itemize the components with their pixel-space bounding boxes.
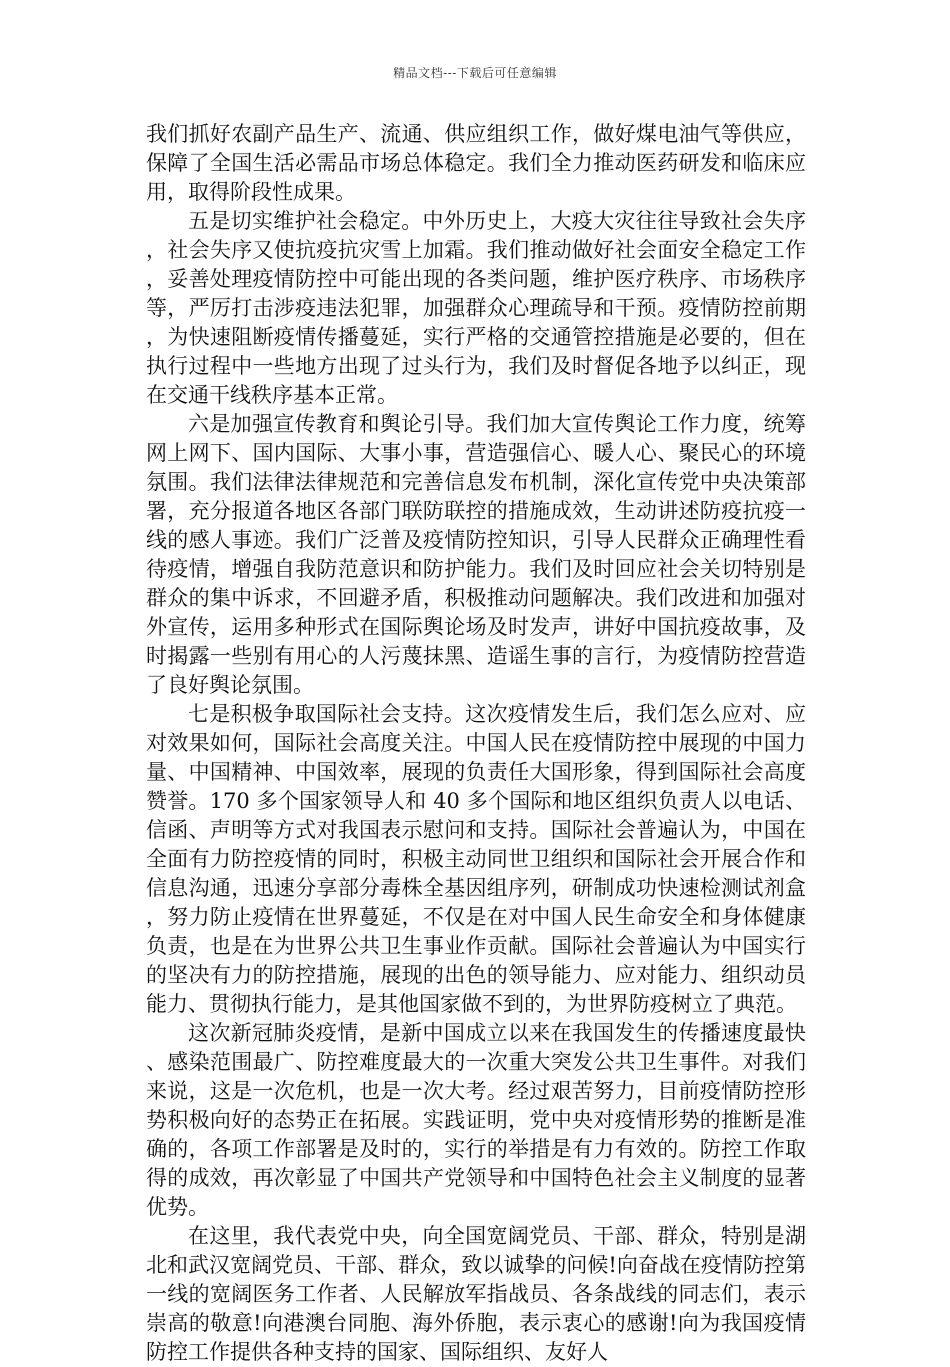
paragraph-social-stability: 五是切实维护社会稳定。中外历史上，大疫大灾往往导致社会失序，社会失序又使抗疫抗灾雪上加霜。我们推动做好社会面安全稳定工作，妥善处理疫情防控中可能出现的各类问题，维护医疗秩序、市场秩序等，严厉打击涉疫违法犯罪，加强群众心理疏导和干预。疫情防控前期，为快速阻断疫情传播蔓延，实行严格的交通管控措施是必要的，但在执行过程中一些地方出现了过头行为，我们及时督促各地予以纠正，现在交通干线秩序基本正常。 [146, 209, 806, 407]
paragraph-publicity-education: 六是加强宣传教育和舆论引导。我们加大宣传舆论工作力度，统筹网上网下、国内国际、大事小事，营造强信心、暖人心、聚民心的环境氛围。我们法律法律规范和完善信息发布机制，深化宣传党中央决策部署，充分报道各地区各部门联防联控的措施成效，生动讲述防疫抗疫一线的感人事迹。我们广泛普及疫情防控知识，引导人民群众正确理性看待疫情，增强自我防范意识和防护能力。我们及时回应社会关切特别是群众的集中诉求，不回避矛盾，积极推动问题解决。我们改进和加强对外宣传，运用多种形式在国际舆论场及时发声，讲好中国抗疫故事，及时揭露一些别有用心的人污蔑抹黑、造谣生事的言行，为疫情防控营造了良好舆论氛围。 [146, 412, 806, 697]
paragraph-international-support: 七是积极争取国际社会支持。这次疫情发生后，我们怎么应对、应对效果如何，国际社会高度关注。中国人民在疫情防控中展现的中国力量、中国精神、中国效率，展现的负责任大国形象，得到国际社会高度赞誉。170 多个国家领导人和 40 多个国际和地区组织负责人以电话、信函、声明等方式对我国表示慰问和支持。国际社会普遍认为，中国在全面有力防控疫情的同时，积极主动同世卫组织和国际社会开展合作和信息沟通，迅速分享部分毒株全基因组序列，研制成功快速检测试剂盒，努力防止疫情在世界蔓延，不仅是在对中国人民生命安全和身体健康负责，也是在为世界公共卫生事业作贡献。国际社会普遍认为中国实行的坚决有力的防控措施，展现的出色的领导能力、应对能力、组织动员能力、贯彻执行能力，是其他国家做不到的，为世界防疫树立了典范。 [146, 702, 806, 1016]
document-body [146, 120, 806, 1367]
paragraph-epidemic-summary: 这次新冠肺炎疫情，是新中国成立以来在我国发生的传播速度最快、感染范围最广、防控难度最大的一次重大突发公共卫生事件。对我们来说，这是一次危机，也是一次大考。经过艰苦努力，目前疫情防控形势积极向好的态势正在拓展。实践证明，党中央对疫情形势的推断是准确的，各项工作部署是及时的，实行的举措是有力有效的。防控工作取得的成效，再次彰显了中国共产党领导和中国特色社会主义制度的显著优势。 [146, 1021, 806, 1219]
paragraph-gratitude: 在这里，我代表党中央，向全国宽阔党员、干部、群众，特别是湖北和武汉宽阔党员、干部、群众，致以诚挚的问候!向奋战在疫情防控第一线的宽阔医务工作者、人民解放军指战员、各条战线的同志们，表示崇高的敬意!向港澳台同胞、海外侨胞，表示衷心的感谢!向为我国疫情防控工作提供各种支持的国家、国际组织、友好人 [146, 1224, 806, 1364]
paragraph-continuation: 我们抓好农副产品生产、流通、供应组织工作，做好煤电油气等供应，保障了全国生活必需品市场总体稳定。我们全力推动医药研发和临床应用，取得阶段性成果。 [146, 122, 806, 204]
page-header: 精品文档---下载后可任意编辑 [393, 66, 557, 80]
